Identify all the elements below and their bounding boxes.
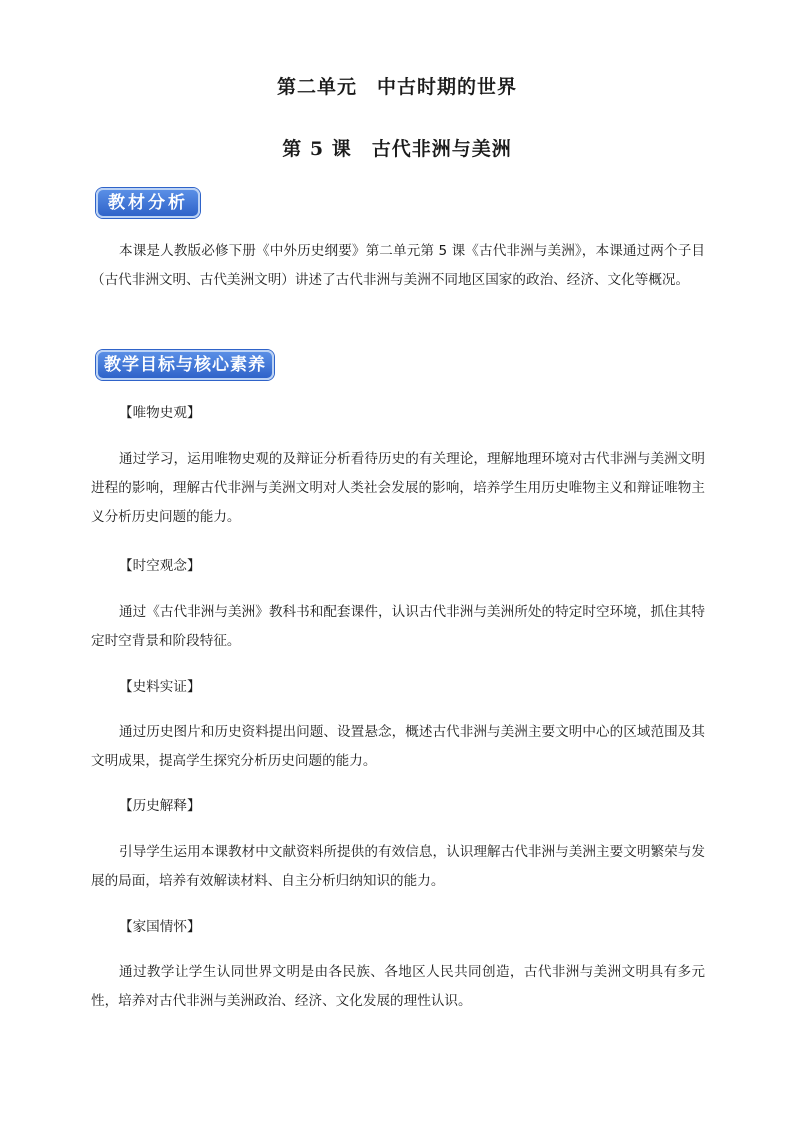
section-tag-goals: 教学目标与核心素养 (96, 350, 274, 380)
goal-text-evidence: 通过历史图片和历史资料提出问题、设置悬念，概述古代非洲与美洲主要文明中心的区域范围及其文明成果，提高学生探究分析历史问题的能力。 (91, 724, 705, 769)
goal-heading-patriotism: 【家国情怀】 (119, 919, 201, 935)
goal-text-patriotism: 通过教学让学生认同世界文明是由各民族、各地区人民共同创造，古代非洲与美洲文明具有多元性，培养对古代非洲与美洲政治、经济、文化发展的理性认识。 (91, 964, 705, 1009)
goal-heading-materialism: 【唯物史观】 (119, 405, 201, 421)
section-tag-analysis: 教材分析 (96, 188, 200, 218)
analysis-paragraph: 本课是人教版必修下册《中外历史纲要》第二单元第 5 课《古代非洲与美洲》，本课通过两个子目（古代非洲文明、古代美洲文明）讲述了古代非洲与美洲不同地区国家的政治、经济、文化等概况。 (91, 243, 705, 288)
goal-heading-evidence: 【史料实证】 (119, 679, 201, 695)
goal-text-interpretation: 引导学生运用本课教材中文献资料所提供的有效信息，认识理解古代非洲与美洲主要文明繁荣与发展的局面，培养有效解读材料、自主分析归纳知识的能力。 (91, 844, 705, 889)
lesson-title: 第 5 课 古代非洲与美洲 (282, 138, 512, 160)
unit-title: 第二单元 中古时期的世界 (276, 76, 517, 98)
goal-text-materialism: 通过学习，运用唯物史观的及辩证分析看待历史的有关理论，理解地理环境对古代非洲与美洲文明进程的影响，理解古代非洲与美洲文明对人类社会发展的影响，培养学生用历史唯物主义和辩证唯物主义分析历史问题的能力。 (91, 451, 705, 525)
goal-text-spacetime: 通过《古代非洲与美洲》教科书和配套课件，认识古代非洲与美洲所处的特定时空环境，抓住其特定时空背景和阶段特征。 (91, 604, 705, 649)
goal-heading-interpretation: 【历史解释】 (119, 798, 201, 814)
goal-heading-spacetime: 【时空观念】 (119, 558, 201, 574)
